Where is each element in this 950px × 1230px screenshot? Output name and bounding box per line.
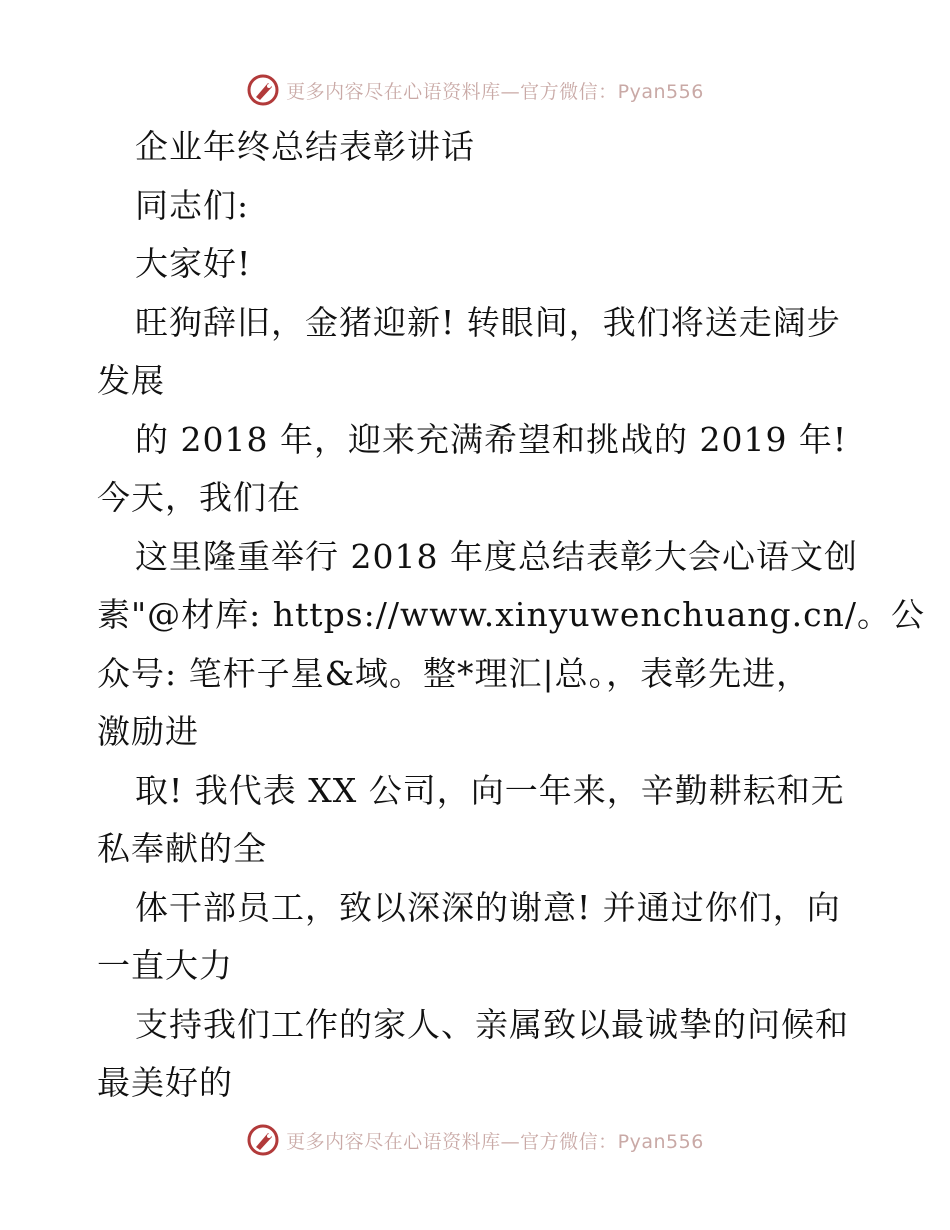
- text-line: 旺狗辞旧，金猪迎新! 转眼间，我们将送走阔步: [135, 302, 841, 342]
- text-line: 支持我们工作的家人、亲属致以最诚挚的问候和: [135, 1004, 849, 1044]
- text-line: 的 2018 年，迎来充满希望和挑战的 2019 年!: [135, 419, 848, 459]
- text-line: 今天，我们在: [97, 478, 301, 517]
- header-banner-main: 更多内容尽在心语资料库—: [286, 80, 521, 103]
- text-line: 体干部员工，致以深深的谢意! 并通过你们，向: [135, 887, 841, 927]
- text-line: 众号: 笔杆子星&域。整*理汇|总。，表彰先进，: [97, 653, 811, 693]
- header-banner-wechat: 官方微信：Pyan556: [520, 80, 704, 103]
- text-line: 企业年终总结表彰讲话: [135, 127, 475, 166]
- header-banner: [0, 70, 950, 110]
- text-line: 素"@材库: https://www.xinyuwenchuang.cn/。公: [97, 595, 926, 634]
- text-line: 这里隆重举行 2018 年度总结表彰大会心语文创: [135, 536, 858, 576]
- text-line: 发展: [97, 361, 165, 400]
- text-line: 一直大力: [97, 946, 233, 985]
- footer-banner-wechat: 官方微信：Pyan556: [520, 1130, 704, 1153]
- text-line: 私奉献的全: [97, 829, 267, 868]
- pen-nib-logo-icon: [246, 1123, 280, 1157]
- footer-banner-text: [286, 1127, 704, 1154]
- footer-banner-main: 更多内容尽在心语资料库—: [286, 1130, 521, 1153]
- footer-banner: [0, 1120, 950, 1160]
- pen-nib-logo-icon: [246, 73, 280, 107]
- header-banner-text: [286, 77, 704, 104]
- document-body: [97, 118, 926, 1113]
- text-line: 同志们:: [135, 185, 250, 225]
- text-line: 最美好的: [97, 1063, 233, 1102]
- text-line: 激励进: [97, 712, 199, 751]
- text-line: 取! 我代表 XX 公司，向一年来，辛勤耕耘和无: [135, 770, 845, 810]
- text-line: 大家好!: [135, 244, 252, 283]
